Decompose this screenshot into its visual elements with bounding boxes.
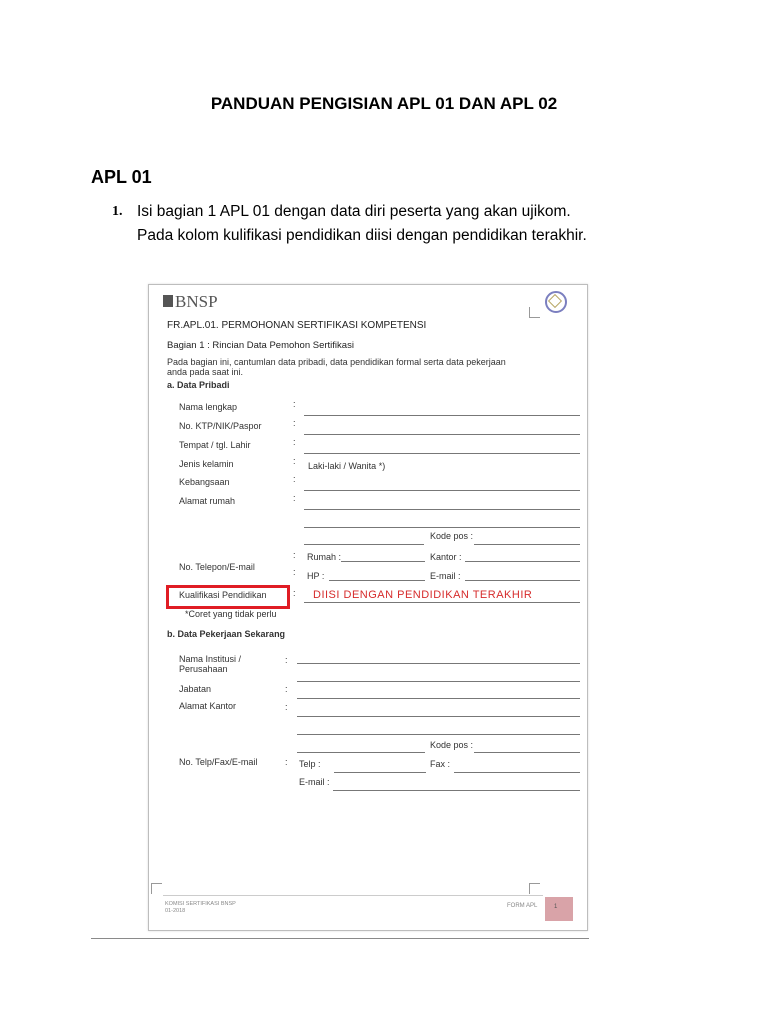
label-institusi-1: Nama Institusi / bbox=[179, 654, 242, 664]
hp-label: HP : bbox=[307, 571, 325, 581]
field-line bbox=[304, 544, 424, 545]
corner-mark bbox=[529, 307, 540, 318]
label-kualifikasi: Kualifikasi Pendidikan bbox=[179, 590, 267, 600]
label-nama: Nama lengkap bbox=[179, 402, 238, 412]
field-line bbox=[297, 663, 580, 664]
colon: : bbox=[293, 474, 296, 484]
field-line bbox=[304, 527, 580, 528]
bnsp-logo-icon bbox=[163, 295, 173, 307]
rumah-label: Rumah : bbox=[307, 552, 342, 562]
kualifikasi-note: DIISI DENGAN PENDIDIKAN TERAKHIR bbox=[313, 589, 533, 601]
field-line bbox=[297, 698, 580, 699]
field-line bbox=[465, 561, 580, 562]
label-alamat: Alamat rumah bbox=[179, 496, 236, 506]
colon: : bbox=[293, 493, 296, 503]
footer-right: FORM APL bbox=[507, 903, 538, 909]
field-line bbox=[341, 561, 425, 562]
field-line bbox=[304, 434, 580, 435]
telp-label: Telp : bbox=[299, 759, 321, 769]
colon: : bbox=[293, 456, 296, 466]
field-line bbox=[329, 580, 425, 581]
corner-mark bbox=[529, 883, 540, 894]
jenis-kelamin-value: Laki-laki / Wanita *) bbox=[308, 461, 386, 471]
corner-mark bbox=[151, 883, 162, 894]
colon: : bbox=[293, 588, 296, 598]
field-line bbox=[465, 580, 580, 581]
kode-pos-label: Kode pos : bbox=[430, 531, 474, 541]
label-telp-fax: No. Telp/Fax/E-mail bbox=[179, 757, 258, 767]
section-b-title: b. Data Pekerjaan Sekarang bbox=[167, 629, 286, 639]
field-line bbox=[304, 490, 580, 491]
email-label-b: E-mail : bbox=[299, 777, 330, 787]
section-heading: APL 01 bbox=[91, 167, 152, 187]
footer-left-1: KOMISI SERTIFIKASI BNSP bbox=[165, 901, 236, 907]
intro-text-1: Pada bagian ini, cantumlan data pribadi, data pendidikan formal serta data pekerjaan bbox=[167, 357, 506, 367]
colon: : bbox=[285, 702, 288, 712]
kantor-label: Kantor : bbox=[430, 552, 462, 562]
field-line bbox=[304, 509, 580, 510]
bnsp-logo-text: BNSP bbox=[175, 292, 218, 311]
field-line bbox=[304, 453, 580, 454]
label-jabatan: Jabatan bbox=[179, 684, 212, 694]
field-line bbox=[304, 602, 580, 603]
colon: : bbox=[293, 399, 296, 409]
form-image bbox=[148, 284, 588, 931]
field-line bbox=[334, 772, 426, 773]
fax-label: Fax : bbox=[430, 759, 451, 769]
label-kebangsaan: Kebangsaan bbox=[179, 477, 230, 487]
colon: : bbox=[285, 757, 288, 767]
step-number: 1. bbox=[112, 204, 123, 219]
label-ktp: No. KTP/NIK/Paspor bbox=[179, 421, 262, 431]
field-line bbox=[297, 716, 580, 717]
section-a-title: a. Data Pribadi bbox=[167, 380, 230, 390]
colon: : bbox=[293, 418, 296, 428]
document-title: PANDUAN PENGISIAN APL 01 DAN APL 02 bbox=[210, 94, 558, 113]
colon: : bbox=[285, 684, 288, 694]
label-institusi-2: Perusahaan bbox=[179, 664, 228, 674]
field-line bbox=[474, 544, 580, 545]
field-line bbox=[454, 772, 580, 773]
label-telepon: No. Telepon/E-mail bbox=[179, 562, 255, 572]
field-line bbox=[297, 681, 580, 682]
field-line bbox=[297, 752, 425, 753]
colon: : bbox=[293, 550, 296, 560]
colon: : bbox=[285, 655, 288, 665]
bottom-rule bbox=[91, 938, 589, 939]
page-number-box bbox=[545, 897, 573, 921]
intro-text-2: anda pada saat ini. bbox=[167, 367, 244, 377]
field-line bbox=[304, 415, 580, 416]
part-title: Bagian 1 : Rincian Data Pemohon Sertifikasi bbox=[167, 340, 354, 351]
field-line bbox=[474, 752, 580, 753]
label-alamat-kantor: Alamat Kantor bbox=[179, 701, 237, 711]
label-ttl: Tempat / tgl. Lahir bbox=[179, 440, 251, 450]
label-jenis-kelamin: Jenis kelamin bbox=[179, 459, 234, 469]
email-label: E-mail : bbox=[430, 571, 461, 581]
footer-left-2: 01-2018 bbox=[165, 908, 186, 914]
coret-note: *Coret yang tidak perlu bbox=[185, 609, 277, 619]
footer-rule bbox=[163, 895, 543, 896]
colon: : bbox=[293, 437, 296, 447]
form-title: FR.APL.01. PERMOHONAN SERTIFIKASI KOMPETENSI bbox=[167, 320, 427, 331]
page-number: 1 bbox=[554, 904, 558, 910]
kode-pos-label-b: Kode pos : bbox=[430, 740, 474, 750]
step-text-line-2: Pada kolom kulifikasi pendidikan diisi dengan pendidikan terakhir. bbox=[137, 227, 587, 244]
field-line bbox=[297, 734, 580, 735]
step-text-line-1: Isi bagian 1 APL 01 dengan data diri peserta yang akan ujikom. bbox=[137, 203, 571, 220]
field-line bbox=[333, 790, 580, 791]
colon: : bbox=[293, 567, 296, 577]
